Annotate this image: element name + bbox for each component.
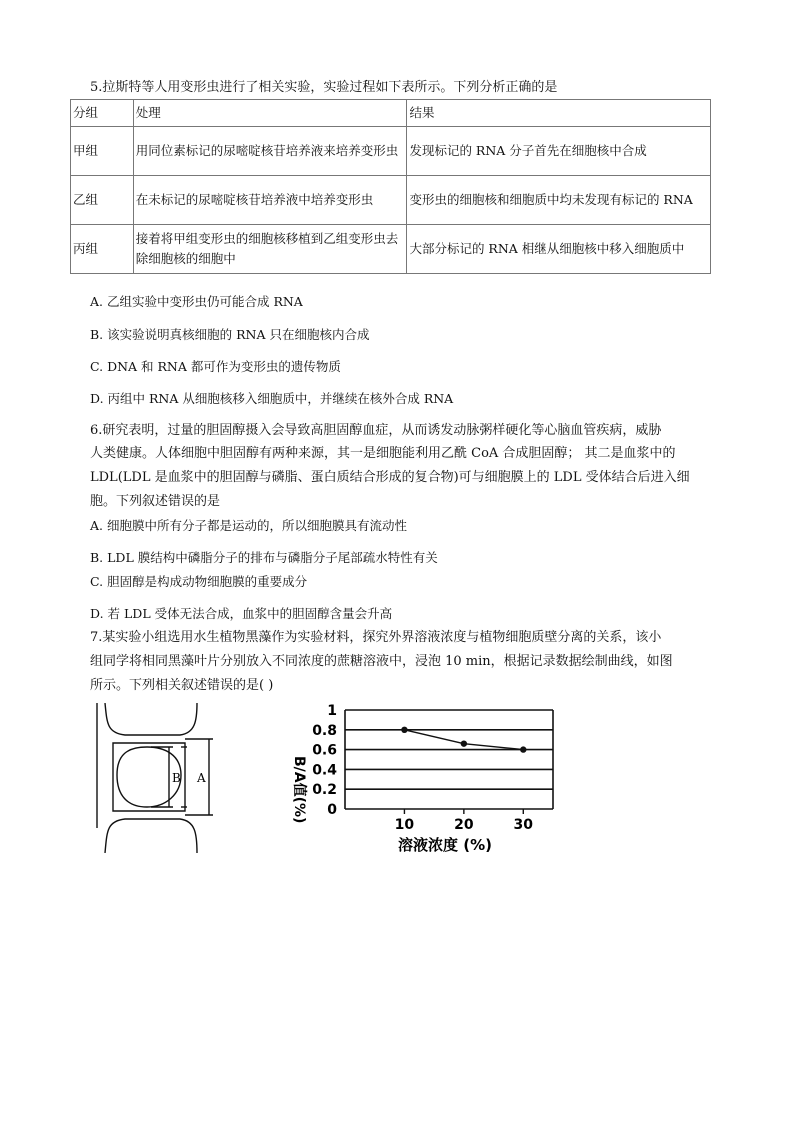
label-b: B <box>172 771 181 785</box>
label-a: A <box>197 771 206 785</box>
row-group: 丙组 <box>71 225 134 274</box>
q6-option-c: C. 胆固醇是构成动物细胞膜的重要成分 <box>90 574 308 589</box>
row-treatment: 接着将甲组变形虫的细胞核移植到乙组变形虫去除细胞核的细胞中 <box>133 225 407 274</box>
q7-stem-line: 所示。下列相关叙述错误的是( ) <box>90 678 274 693</box>
chart-grid <box>345 710 553 809</box>
q6-stem-line: 人类健康。人体细胞中胆固醇有两种来源，其一是细胞能利用乙酰 CoA 合成胆固醇； 其二是血浆中的 <box>90 446 676 461</box>
data-point <box>520 746 526 752</box>
q6-option-b: B. LDL 膜结构中磷脂分子的排布与磷脂分子尾部疏水特性有关 <box>90 550 438 565</box>
experiment-table <box>70 99 711 274</box>
q5-option-a: A. 乙组实验中变形虫仍可能合成 RNA <box>90 294 303 309</box>
x-axis-title: 溶液浓度 (%) <box>398 836 492 854</box>
q6-option-a: A. 细胞膜中所有分子都是运动的，所以细胞膜具有流动性 <box>90 518 407 533</box>
q5-option-d: D. 丙组中 RNA 从细胞核移入细胞质中，并继续在核外合成 RNA <box>90 391 454 406</box>
q6-option-d: D. 若 LDL 受体无法合成，血浆中的胆固醇含量会升高 <box>90 606 393 621</box>
header-result: 结果 <box>407 100 711 127</box>
header-treatment: 处理 <box>133 100 407 127</box>
q5-option-b: B. 该实验说明真核细胞的 RNA 只在细胞核内合成 <box>90 327 370 342</box>
y-tick-label: 0.6 <box>312 742 337 759</box>
y-tick-label: 0.2 <box>312 782 337 799</box>
table-header-row <box>71 100 711 127</box>
y-axis-title: B/A值(%) <box>291 756 307 824</box>
q7-stem-line: 7.某实验小组选用水生植物黑藻作为实验材料，探究外界溶液浓度与植物细胞质壁分离的关系，该小 <box>90 630 662 645</box>
header-group: 分组 <box>71 100 134 127</box>
x-tick-label: 20 <box>454 817 474 833</box>
y-tick-label: 0.4 <box>312 762 337 779</box>
x-tick-label: 10 <box>394 817 415 833</box>
q6-stem-line: 6.研究表明，过量的胆固醇摄入会导致高胆固醇血症，从而诱发动脉粥样硬化等心脑血管疾病，威胁 <box>90 423 662 438</box>
q5-option-c: C. DNA 和 RNA 都可作为变形虫的遗传物质 <box>90 359 341 374</box>
y-tick-label: 1 <box>327 703 337 719</box>
row-group: 乙组 <box>71 176 134 225</box>
ba-value-chart <box>285 700 575 860</box>
row-group: 甲组 <box>71 127 134 176</box>
plasmolysis-cell-diagram <box>85 703 235 853</box>
q7-stem-line: 组同学将相同黑藻叶片分别放入不同浓度的蔗糖溶液中，浸泡 10 min，根据记录数据绘制曲线，如图 <box>90 654 673 669</box>
data-point <box>461 740 467 746</box>
table-row <box>71 127 711 176</box>
chart-axes <box>345 710 553 814</box>
row-treatment: 用同位素标记的尿嘧啶核苷培养液来培养变形虫 <box>133 127 407 176</box>
data-point <box>401 727 407 733</box>
cell-wall-bottom <box>105 819 197 853</box>
q6-stem-line: LDL(LDL 是血浆中的胆固醇与磷脂、蛋白质结合形成的复合物)可与细胞膜上的 LDL 受体结合后进入细 <box>90 470 690 485</box>
row-result: 发现标记的 RNA 分子首先在细胞核中合成 <box>407 127 711 176</box>
y-tick-label: 0.8 <box>312 722 337 739</box>
table-row <box>71 225 711 274</box>
row-result: 变形虫的细胞核和细胞质中均未发现有标记的 RNA <box>407 176 711 225</box>
row-result: 大部分标记的 RNA 相继从细胞核中移入细胞质中 <box>407 225 711 274</box>
x-tick-label: 30 <box>513 817 534 833</box>
table-row <box>71 176 711 225</box>
q5-stem: 5.拉斯特等人用变形虫进行了相关实验，实验过程如下表所示。下列分析正确的是 <box>90 80 558 95</box>
q6-stem-line: 胞。下列叙述错误的是 <box>90 494 221 509</box>
row-treatment: 在未标记的尿嘧啶核苷培养液中培养变形虫 <box>133 176 407 225</box>
y-tick-label: 0 <box>327 802 337 818</box>
cell-wall-top <box>105 703 197 735</box>
